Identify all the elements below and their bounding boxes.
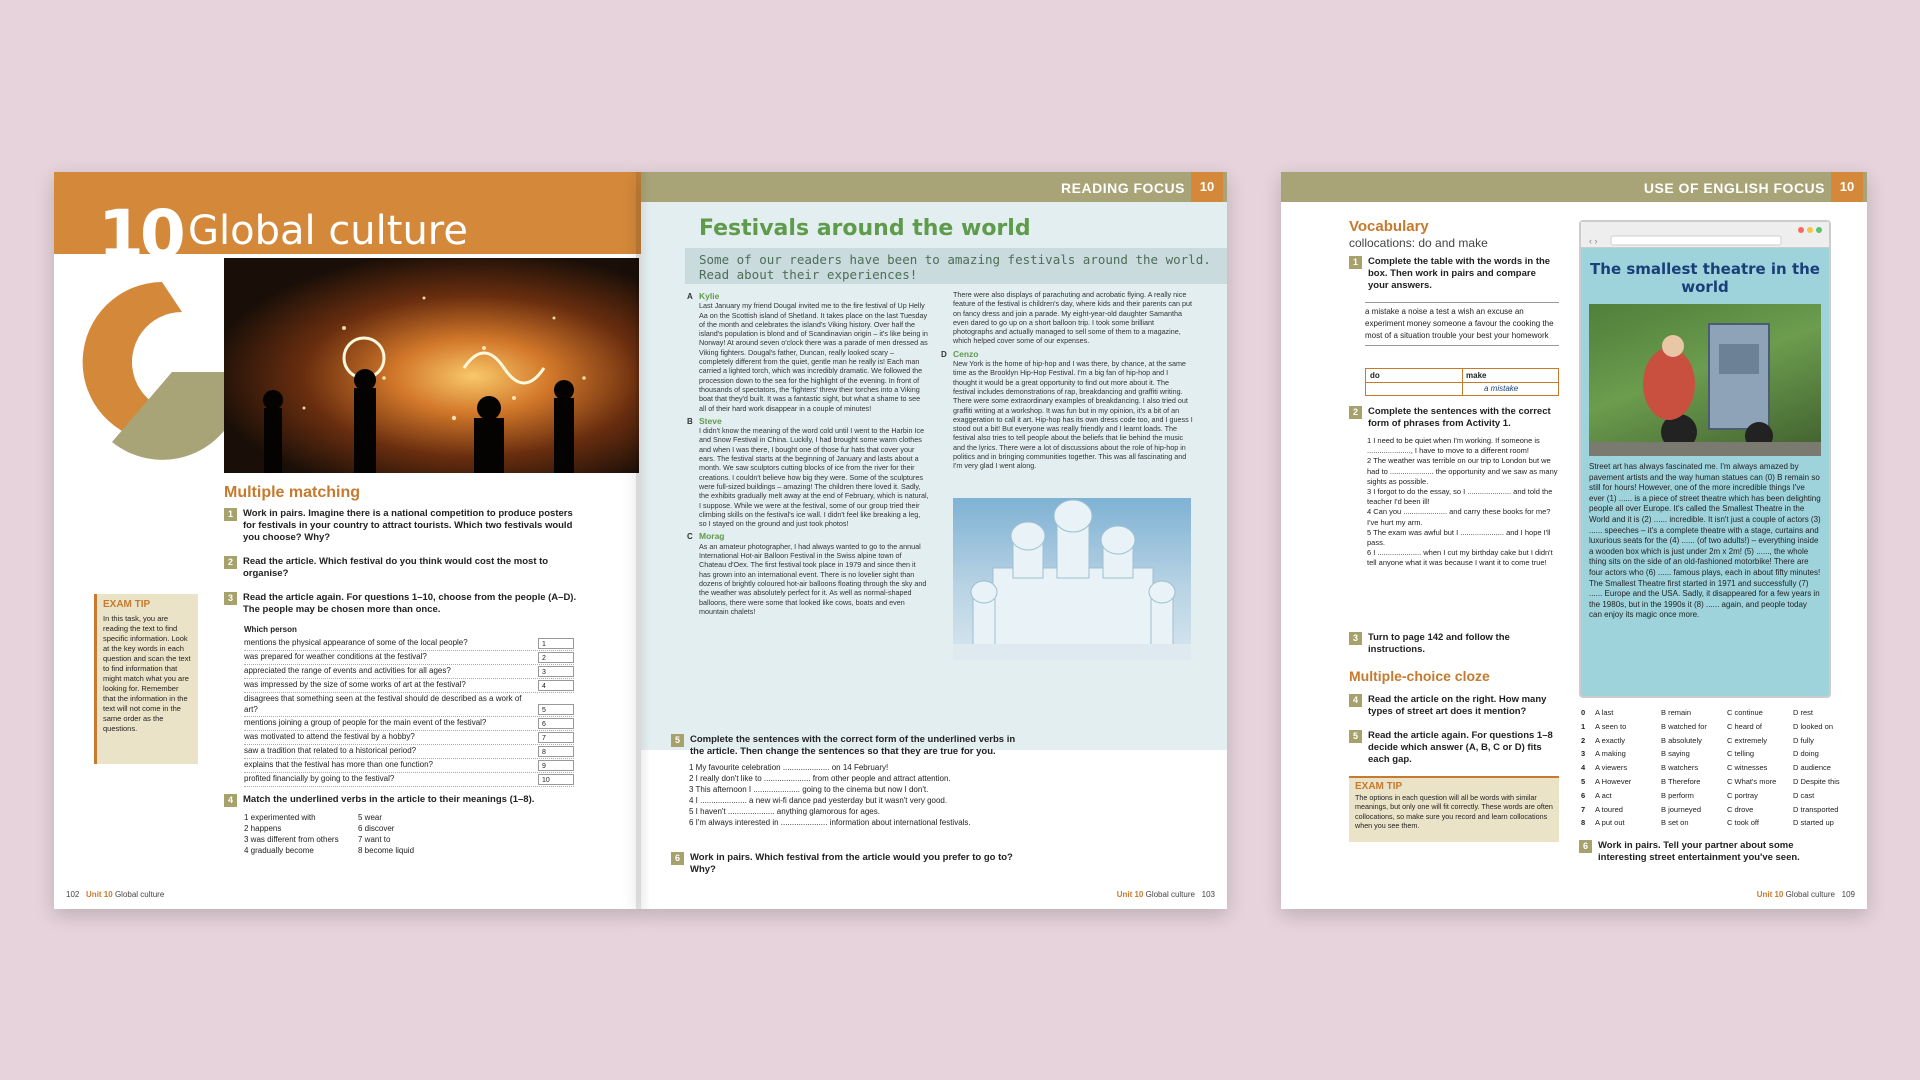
unit-number: 10 [98,196,182,273]
which-person-label: Which person [244,625,297,634]
question-row: disagrees that something seen at the festival should de described as a work of art? 5 [244,693,574,717]
question-row: was impressed by the size of some works of art at the festival? 4 [244,679,574,693]
reader-name-morag: Morag [699,531,725,542]
motorbike-theatre-photo [1589,304,1821,456]
browser-article-frame [1579,220,1831,698]
reading-focus-band [641,172,1227,202]
exam-tip-text: In this task, you are reading the text to find specific information. Look at the key words in each question and scan the text to find information that might match what you are looking for. Remember that the information in the text will not come in the same order as the questions. [103,614,191,733]
exam-tip-heading: EXAM TIP [1355,781,1403,792]
task-6: 6 Work in pairs. Which festival from the article would you prefer to go to? Why? [671,852,1031,876]
option-row: 2 A exactly B absolutely C extremely D fully [1581,735,1814,745]
vocab-sentences: 1 I need to be quiet when I'm working. If someone is ....................., I have to move to a different room! 2 The weather was terrible on our trip to London but we had to ..................... the opportunity and we saw as many sights as possible. 3 I forgot to do the essay, so I ..................... and told the teacher I'd been ill! 4 Can you ..................... and carry these books for me? I've hurt my arm. 5 The exam was awful but I ..................... and I hope I'll pass. 6 I ..................... when I cut my birthday cake but I didn't tell anyone what it was because I want it to come true! [1367,436,1558,568]
right-footer: Unit 10 Global culture 109 [1756,890,1855,899]
article-column-right: There were also displays of parachuting and acrobatic flying. A really nice feature of the festival is children's day, where kids and their parents can put on fancy dress and join a parade. My eight-year-old daughter Samantha even dared to go up on a short balloon trip. I took some brilliant photographs and actually managed to sell some of them to a magazine, which helped cover some of our expenses. D Cenzo New York is the home of hip-hop and I was there, by chance, at the same time as the Brooklyn Hip-Hop Festival. I'm a big fan of hip-hop and I thought it would be a great opportunity to find out more about it. The festival includes demonstrations of rap, breakdancing and graffiti writing. There were some extraordinary examples of breakdancing. I also tried out graffiti writing at a workshop. It was fun but in my opinion, it's a bit of an exaggeration to call it art. Hip-hop has its own dress code too, and I guess I stood out a bit! But everyone was really friendly and I learnt loads. The festival also tries to tell people about the beliefs that lie behind the music and the lyrics. There were a lot of discussions about the role of hip-hop in politics and in bringing communities together. This was all fascinating and I'm very glad I went along. [941,290,1193,471]
question-row: saw a tradition that related to a historical period? 8 [244,745,574,759]
do-make-table: do make a mistake [1365,368,1559,396]
task-1: 1 Complete the table with the words in the box. Then work in pairs and compare your answers. [1349,256,1559,292]
browser-toolbar [1581,222,1829,248]
option-row: 3 A making B saying C telling D doing [1581,749,1819,759]
unit-title: Global culture [188,208,468,254]
option-row: 6 A act B perform C portray D cast [1581,790,1815,800]
article-subtitle: Some of our readers have been to amazing festivals around the world. Read about their experiences! [685,248,1227,284]
option-row: 5 A However B Therefore C What's more D Despite this [1581,776,1840,786]
exam-tip-heading: EXAM TIP [103,599,151,610]
question-row: was motivated to attend the festival by a hobby? 7 [244,731,574,745]
task-4: 4 Match the underlined verbs in the article to their meanings (1–8). [224,794,580,806]
meanings-col-2: 5 wear 6 discover 7 want to 8 become liquid [358,813,415,855]
exam-tip-text: The options in each question will all be words with similar meanings, but only one will fit correctly. These words are often collocations, so make sure you record and learn collocations when you see them. [1355,793,1553,830]
question-row: profited financially by going to the festival? 10 [244,773,574,787]
option-row: 8 A put out B set on C took off D started up [1581,818,1834,828]
fire-festival-photo [224,258,639,473]
browser-article-title: The smallest theatre in the world [1590,260,1820,296]
browser-article-text: Street art has always fascinated me. I'm always amazed by pavement artists and the way human statues can (0) B remain so still for hours! However, one of the more incredible things I've ever (1) ...... is a piece of street theatre which has been delighting people all over Europe. It's called the Smallest Theatre in the World and it is (2) ...... incredible. It isn't just a couple of actors (3) ...... speeches – it's a complete theatre with a stage, curtains and luxurious seats for the (4) ...... (of two adults!) – everything inside a wooden box which is just under 2m x 2m! (5) ......, the whole thing sits on the side of an old-fashioned motorbike! There are four actors who (6) ...... famous plays, each in about fifty minutes! The Smallest Theatre first started in 1971 and successfully (7) ...... Europe and the USA. Sadly, it disappeared for a few years in the 1980s, but in the 1990s it (8) ...... again, and people today can enjoy its magic once more. [1589,462,1821,620]
vocabulary-heading: Vocabulary [1349,218,1429,235]
use-of-english-label: USE OF ENGLISH FOCUS [1643,180,1825,196]
task-6: 6 Work in pairs. Tell your partner about some interesting street entertainment you've seen. [1579,840,1839,864]
kylie-text: Last January my friend Dougal invited me to the fire festival of Up Helly Aa on the Scottish island of Shetland. It takes place on the last Tuesday of the month and celebrates the island's Viking history. Over half the island's population is blond and of Scandinavian origin – it's like being in Norway! At around seven o'clock there was a parade of men dressed as Viking fighters. Dougal's father, Duncan, really looked scary – completely different from the quiet, gentle man he really is! Each man carried a lighted torch, which was incredibly dramatic. We followed the procession down to the sea for the highlight of the evening. In front of thousands of spectators, the 'fighters' threw their torches into a Viking boat that they'd built. It was a fantastic sight, but what a shame to see all of their hard work disappear in a couple of minutes! [699,301,928,413]
reader-name-kylie: Kylie [699,291,720,301]
exam-tip-box [1349,776,1559,842]
middle-page [641,172,1227,909]
question-row: mentions joining a group of people for the main event of the festival? 6 [244,717,574,731]
reader-name-cenzo: Cenzo [953,348,979,359]
option-row: 0 A last B remain C continue D rest [1581,708,1814,717]
multiple-choice-cloze-heading: Multiple-choice cloze [1349,668,1490,684]
word-box: a mistake a noise a test a wish an excuse an experiment money someone a favour the cooking the most of a situation trouble your best your homework [1365,302,1559,346]
reading-focus-label: READING FOCUS [1061,180,1185,196]
task-4: 4 Read the article on the right. How many types of street art does it mention? [1349,694,1559,718]
vocabulary-subheading: collocations: do and make [1349,236,1488,250]
band-unit-number: 10 [1831,172,1863,202]
task-1: 1 Work in pairs. Imagine there is a national competition to produce posters for festivals in your country to attract tourists. Which two festivals would you choose? Why? [224,508,580,544]
page-number: 102 [66,890,80,899]
morag-text-continued: There were also displays of parachuting and acrobatic flying. A really nice feature of the festival is children's day, where kids and their parents can put on fancy dress and join a parade. My eight-year-old daughter Samantha even dared to go up on a short balloon trip. I took some brilliant photographs and actually managed to sell some of them to a magazine, which helped cover some of our expenses. [953,290,1192,346]
band-unit-number: 10 [1191,172,1223,202]
task-5: 5 Read the article again. For questions 1–8 decide which answer (A, B, C or D) fits each gap. [1349,730,1559,766]
left-page [54,172,641,909]
option-row: 1 A seen to B watched for C heard of D looked on [1581,721,1834,731]
exam-tip-box [94,594,198,764]
cenzo-text: New York is the home of hip-hop and I was there, by chance, at the same time as the Brooklyn Hip-Hop Festival. I'm a big fan of hip-hop and I thought it would be a great opportunity to find out more about it. The festival includes demonstrations of rap, breakdancing and graffiti writing. There were some extraordinary examples of breakdancing. I also tried out graffiti writing at a workshop. It was fun but in my opinion, it's a bit of an exaggeration to call it art. Hip-hop has its own dress code too, and I guess I stood out a bit! But everyone was really friendly and I learnt loads. The festival also tries to tell people about the beliefs that lie behind the music and the lyrics. There were a lot of discussions about the role of hip-hop in politics and in bringing communities together. This was all fascinating and I'm very glad I went along. [953,359,1193,471]
option-row: 4 A viewers B watchers C witnesses D audience [1581,763,1831,773]
task-3: 3 Read the article again. For questions 1–10, choose from the people (A–D). The people may be chosen more than once. [224,592,580,616]
question-row: appreciated the range of events and activities for all ages? 3 [244,665,574,679]
page-number: 109 [1841,890,1855,899]
question-row: was prepared for weather conditions at the festival? 2 [244,651,574,665]
task-5: 5 Complete the sentences with the correct form of the underlined verbs in the article. Then change the sentences so that they are true for you. [671,734,1031,758]
article-column-left: A Kylie Last January my friend Dougal invited me to the fire festival of Up Helly Aa on the Scottish island of Shetland. It takes place on the last Tuesday of the month and celebrates the island's Viking history. Over half the island's population is blond and of Scandinavian origin – it's like being in Norway! At around seven o'clock there was a parade of men dressed as Viking fighters. Dougal's father, Duncan, really looked scary – completely different from the quiet, gentle man he really is! Each man carried a lighted torch, which was incredibly dramatic. We followed the procession down to the sea for the highlight of the evening. In front of thousands of spectators, the 'fighters' threw their torches into a Viking boat that they'd built. It was a fantastic sight, but what a shame to see all of their hard work disappear in a couple of minutes! B Steve I didn't know the meaning of the word cold until I went to the Harbin Ice and Snow Festival in China. Luckily, I had brought some warm clothes and when I was there, I bought one of those fur hats that cover your ears. The festival starts at the beginning of January and lasts about a month. We saw sculptors cutting blocks of ice from the river for their creations. I couldn't believe how big they were. Some of the sculptures were full-sized buildings – amazing! The children there loved it. Sadly, the exhibits gradually melt away at the end of February, which is natural, I suppose. While we were at the festival, some of our group tried their climbing skills on the festival's ice wall. I didn't feel like breaking a leg, so I stayed on the ground and just took photos! C Morag As an amateur photographer, I had always wanted to go to the annual International Hot-air Balloon Festival in the Swiss alpine town of Chateau d'Oex. The first festival took place in 1979 and since then it has grown into an international event. There is no lovelier sight than dozens of brightly coloured hot-air balloons floating through the sky and the weather was absolutely perfect for it. As well as normal-shaped balloons, there were some that looked like cows, boats and even mountain chalets! [687,291,929,616]
task-2: 2 Complete the sentences with the correct form of phrases from Activity 1. [1349,406,1559,430]
right-page [1281,172,1867,909]
question-list [244,624,574,787]
task-3: 3 Turn to page 142 and follow the instructions. [1349,632,1559,656]
reader-name-steve: Steve [699,415,722,426]
morag-text: As an amateur photographer, I had always wanted to go to the annual International Hot-air Balloon Festival in the Swiss alpine town of Chateau d'Oex. The first festival took place in 1979 and since then it has grown into an international event. There is no lovelier sight than dozens of brightly coloured hot-air balloons floating through the sky and the weather was absolutely perfect for it. As well as normal-shaped balloons, there were some that looked like cows, boats and even mountain chalets! [699,541,927,616]
task-2: 2 Read the article. Which festival do you think would cost the most to organise? [224,556,580,580]
ice-festival-photo [953,498,1191,660]
mid-footer: Unit 10 Global culture 103 [1116,890,1215,899]
page-number: 103 [1201,890,1215,899]
cloze-options [1581,706,1855,830]
left-footer: 102 Unit 10 Global culture [66,890,165,899]
g-logo-icon [72,272,242,462]
steve-text: I didn't know the meaning of the word cold until I went to the Harbin Ice and Snow Festival in China. Luckily, I had brought some warm clothes and when I was there, I bought one of those fur hats that cover your ears. The festival starts at the beginning of January and lasts about a month. We saw sculptors cutting blocks of ice from the river for their creations. I couldn't believe how big they were. Some of the sculptures were full-sized buildings – amazing! The children there loved it. Sadly, the exhibits gradually melt away at the end of February, which is natural, I suppose. While we were at the festival, some of our group tried their climbing skills on the festival's ice wall. I didn't feel like breaking a leg, so I stayed on the ground and just took photos! [699,426,929,529]
question-row: explains that the festival has more than one function? 9 [244,759,574,773]
sentences-list: 1 My favourite celebration ..................... on 14 February! 2 I really don't like to ..................... from other people and attract attention. 3 This afternoon I ..................... going to the cinema but now I don't. 4 I ..................... a new wi-fi dance pad yesterday but it wasn't very good. 5 I haven't ..................... anything glamorous for ages. 6 I'm always interested in ..................... information about international festivals. [689,763,971,827]
svg-text:‹ ›: ‹ › [1589,236,1598,246]
multiple-matching-heading: Multiple matching [224,484,360,501]
option-row: 7 A toured B journeyed C drove D transported [1581,804,1839,814]
question-row: mentions the physical appearance of some of the local people? 1 [244,637,574,651]
article-title: Festivals around the world [699,216,1031,241]
book-gutter [636,172,650,909]
meanings-col-1: 1 experimented with 2 happens 3 was different from others 4 gradually become [244,813,339,855]
article-panel [641,202,1227,750]
use-of-english-band [1281,172,1867,202]
